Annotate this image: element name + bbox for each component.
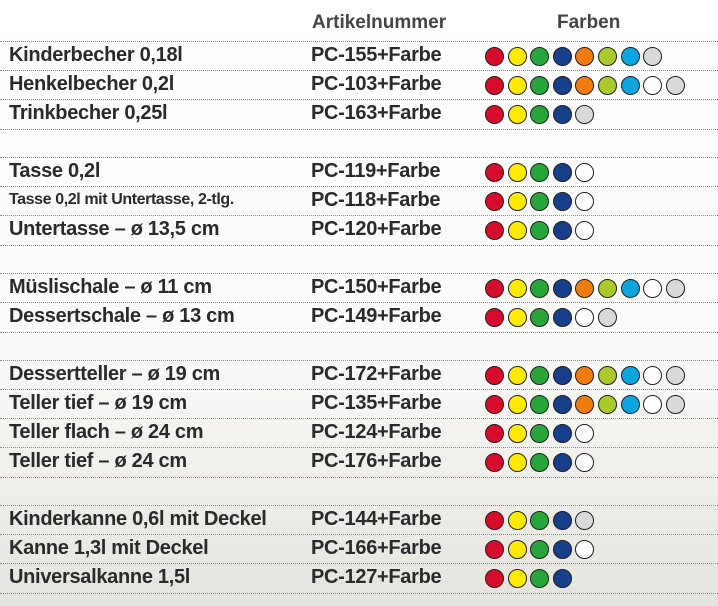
product-name: Teller tief – ø 24 cm	[9, 450, 187, 472]
color-dot-green	[530, 221, 549, 240]
color-dot-green	[530, 163, 549, 182]
color-dot-red	[485, 47, 504, 66]
color-dot-white	[575, 308, 594, 327]
color-dot-green	[530, 540, 549, 559]
color-dot-orange	[575, 47, 594, 66]
color-dot-green	[530, 279, 549, 298]
table-row	[0, 273, 718, 303]
color-dot-red	[485, 192, 504, 211]
table-header	[0, 0, 718, 44]
color-dot-orange	[575, 395, 594, 414]
color-dot-red	[485, 424, 504, 443]
color-dot-navy	[553, 540, 572, 559]
color-dot-red	[485, 105, 504, 124]
table-row	[0, 215, 718, 246]
product-name: Tasse 0,2l	[9, 160, 101, 182]
article-number: PC-124+Farbe	[311, 421, 442, 443]
color-dot-navy	[553, 366, 572, 385]
color-dot-yellow	[508, 453, 527, 472]
color-dot-orange	[575, 76, 594, 95]
color-dot-white	[575, 192, 594, 211]
color-dot-white	[575, 540, 594, 559]
color-dot-red	[485, 395, 504, 414]
color-dot-green	[530, 105, 549, 124]
product-name: Dessertschale – ø 13 cm	[9, 305, 235, 327]
color-dot-yellow	[508, 279, 527, 298]
table-row	[0, 99, 718, 130]
color-dot-lime	[598, 47, 617, 66]
product-name: Henkelbecher 0,2l	[9, 73, 174, 95]
color-dot-green	[530, 366, 549, 385]
color-dot-yellow	[508, 192, 527, 211]
header-farben: Farben	[557, 12, 621, 33]
color-dot-navy	[553, 424, 572, 443]
color-dot-navy	[553, 192, 572, 211]
color-dot-white	[575, 453, 594, 472]
article-number: PC-118+Farbe	[311, 189, 441, 211]
color-dot-red	[485, 308, 504, 327]
article-number: PC-163+Farbe	[311, 102, 442, 124]
color-dot-yellow	[508, 47, 527, 66]
table-row	[0, 563, 718, 594]
color-swatches	[485, 279, 688, 299]
product-name: Kanne 1,3l mit Deckel	[9, 537, 209, 559]
color-dot-navy	[553, 453, 572, 472]
article-number: PC-127+Farbe	[311, 566, 442, 588]
color-swatches	[485, 105, 598, 125]
color-dot-green	[530, 192, 549, 211]
color-swatches	[485, 308, 621, 328]
color-swatches	[485, 424, 598, 444]
color-dot-navy	[553, 76, 572, 95]
table-row	[0, 389, 718, 419]
color-dot-navy	[553, 221, 572, 240]
color-dot-red	[485, 163, 504, 182]
color-dot-yellow	[508, 163, 527, 182]
color-dot-green	[530, 511, 549, 530]
color-dot-grey	[666, 279, 685, 298]
color-dot-green	[530, 453, 549, 472]
article-number: PC-176+Farbe	[311, 450, 442, 472]
color-dot-white	[643, 395, 662, 414]
table-row	[0, 447, 718, 478]
color-dot-red	[485, 540, 504, 559]
article-number: PC-150+Farbe	[311, 276, 442, 298]
color-dot-lime	[598, 366, 617, 385]
color-dot-lime	[598, 76, 617, 95]
color-dot-navy	[553, 105, 572, 124]
color-dot-lime	[598, 395, 617, 414]
color-dot-navy	[553, 395, 572, 414]
table-row	[0, 41, 718, 71]
product-name: Kinderkanne 0,6l mit Deckel	[9, 508, 267, 530]
article-number: PC-120+Farbe	[311, 218, 442, 240]
color-dot-grey	[666, 395, 685, 414]
color-swatches	[485, 511, 598, 531]
color-dot-white	[575, 221, 594, 240]
color-dot-navy	[553, 279, 572, 298]
product-name: Dessertteller – ø 19 cm	[9, 363, 221, 385]
color-dot-cyan	[621, 366, 640, 385]
color-dot-navy	[553, 163, 572, 182]
product-name: Trinkbecher 0,25l	[9, 102, 168, 124]
color-swatches	[485, 395, 688, 415]
table-row	[0, 157, 718, 187]
color-dot-green	[530, 395, 549, 414]
product-name: Universalkanne 1,5l	[9, 566, 191, 588]
color-dot-yellow	[508, 76, 527, 95]
color-dot-cyan	[621, 395, 640, 414]
color-dot-cyan	[621, 76, 640, 95]
color-dot-yellow	[508, 308, 527, 327]
table-row	[0, 418, 718, 448]
color-dot-white	[575, 163, 594, 182]
color-dot-yellow	[508, 511, 527, 530]
color-dot-red	[485, 453, 504, 472]
product-name: Untertasse – ø 13,5 cm	[9, 218, 220, 240]
article-number: PC-155+Farbe	[311, 44, 442, 66]
color-dot-green	[530, 424, 549, 443]
color-swatches	[485, 569, 575, 589]
color-dot-navy	[553, 308, 572, 327]
color-dot-navy	[553, 569, 572, 588]
color-dot-red	[485, 279, 504, 298]
color-dot-navy	[553, 47, 572, 66]
color-dot-yellow	[508, 395, 527, 414]
color-swatches	[485, 47, 666, 67]
article-number: PC-144+Farbe	[311, 508, 442, 530]
table-row	[0, 302, 718, 333]
color-dot-lime	[598, 279, 617, 298]
table-row	[0, 186, 718, 216]
color-dot-red	[485, 511, 504, 530]
color-dot-yellow	[508, 569, 527, 588]
table-row	[0, 534, 718, 564]
color-dot-red	[485, 221, 504, 240]
article-number: PC-103+Farbe	[311, 73, 442, 95]
header-artikelnummer: Artikelnummer	[312, 12, 447, 33]
color-dot-grey	[666, 366, 685, 385]
color-dot-red	[485, 366, 504, 385]
product-name: Tasse 0,2l mit Untertasse, 2-tlg.	[9, 191, 234, 208]
color-dot-green	[530, 308, 549, 327]
color-dot-white	[575, 424, 594, 443]
color-dot-cyan	[621, 47, 640, 66]
color-swatches	[485, 163, 598, 183]
color-dot-cyan	[621, 279, 640, 298]
color-swatches	[485, 76, 688, 96]
article-number: PC-166+Farbe	[311, 537, 442, 559]
color-swatches	[485, 221, 598, 241]
color-dot-orange	[575, 366, 594, 385]
table-row	[0, 70, 718, 100]
article-number: PC-149+Farbe	[311, 305, 442, 327]
article-number: PC-172+Farbe	[311, 363, 442, 385]
color-dot-orange	[575, 279, 594, 298]
color-dot-green	[530, 76, 549, 95]
color-dot-white	[643, 279, 662, 298]
article-number: PC-135+Farbe	[311, 392, 442, 414]
color-dot-grey	[598, 308, 617, 327]
color-dot-navy	[553, 511, 572, 530]
color-dot-grey	[666, 76, 685, 95]
color-dot-white	[643, 366, 662, 385]
article-number: PC-119+Farbe	[311, 160, 441, 182]
table-row	[0, 360, 718, 390]
color-dot-grey	[575, 511, 594, 530]
product-name: Teller flach – ø 24 cm	[9, 421, 204, 443]
table-row	[0, 505, 718, 535]
color-dot-red	[485, 569, 504, 588]
color-dot-yellow	[508, 424, 527, 443]
color-swatches	[485, 453, 598, 473]
color-dot-yellow	[508, 366, 527, 385]
color-dot-red	[485, 76, 504, 95]
product-name: Müslischale – ø 11 cm	[9, 276, 212, 298]
color-dot-grey	[643, 47, 662, 66]
color-dot-white	[643, 76, 662, 95]
color-dot-yellow	[508, 221, 527, 240]
color-dot-green	[530, 569, 549, 588]
color-dot-yellow	[508, 105, 527, 124]
color-swatches	[485, 192, 598, 212]
color-dot-green	[530, 47, 549, 66]
product-name: Teller tief – ø 19 cm	[9, 392, 187, 414]
color-dot-grey	[575, 105, 594, 124]
color-swatches	[485, 366, 688, 386]
product-name: Kinderbecher 0,18l	[9, 44, 183, 66]
color-swatches	[485, 540, 598, 560]
color-dot-yellow	[508, 540, 527, 559]
